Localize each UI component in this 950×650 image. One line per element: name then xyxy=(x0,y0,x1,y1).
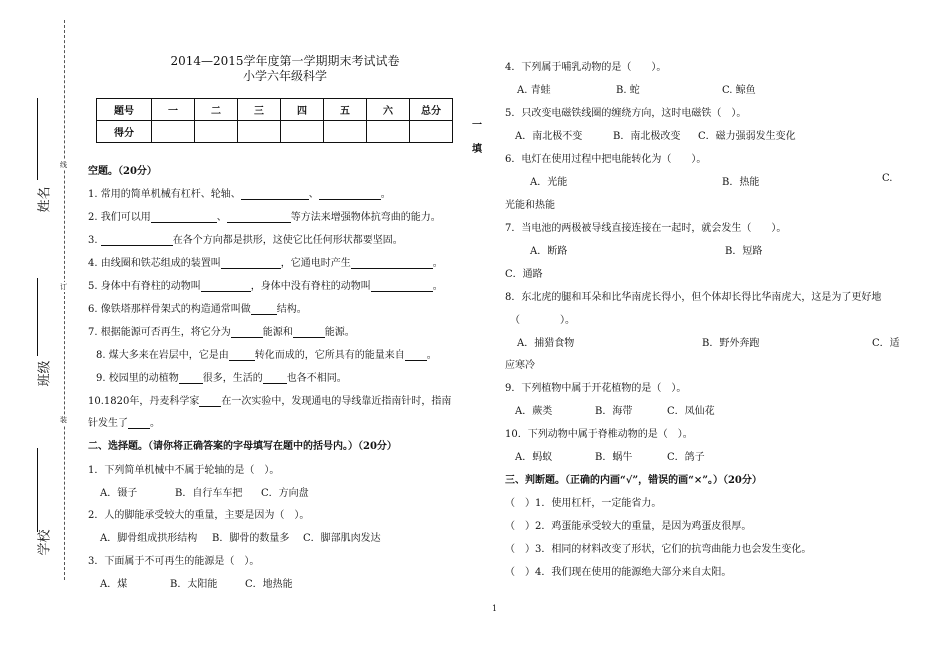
choice-q10-option-a[interactable]: A．蚂蚁 xyxy=(515,452,553,463)
score-table-score-row xyxy=(97,121,453,143)
choice-question-5: 5．只改变电磁铁线圈的缠绕方向，这时电磁铁（ ）。 xyxy=(505,108,747,119)
answer-blank[interactable] xyxy=(231,327,263,338)
fill-question-3: 3. 在各个方向都是拱形，这使它比任何形状都要坚固。 xyxy=(88,235,403,246)
choice-q2-option-b[interactable]: B．脚骨的数量多 xyxy=(212,533,290,544)
answer-blank[interactable] xyxy=(371,281,433,292)
score-cell: 三 xyxy=(238,99,281,121)
judge-question-2[interactable]: （ ）2．鸡蛋能承受较大的重量，是因为鸡蛋皮很厚。 xyxy=(505,521,752,532)
score-cell: 六 xyxy=(367,99,410,121)
score-cell[interactable] xyxy=(195,121,238,143)
answer-blank[interactable] xyxy=(179,373,203,384)
choice-q8-option-a[interactable]: A．捕猎食物 xyxy=(517,338,575,349)
choice-question-2: 2．人的脚能承受较大的重量，主要是因为（ ）。 xyxy=(88,510,310,521)
choice-q8-paren: （ ）。 xyxy=(510,315,575,326)
choice-q8-option-c-cont[interactable]: 应寒冷 xyxy=(505,360,535,371)
class-underline xyxy=(37,278,38,356)
score-cell: 五 xyxy=(324,99,367,121)
score-cell: 总分 xyxy=(410,99,453,121)
name-label: 姓名 xyxy=(37,186,53,213)
choice-q10-option-c[interactable]: C．鸽子 xyxy=(667,452,705,463)
choice-q5-option-a[interactable]: A．南北极不变 xyxy=(515,131,583,142)
exam-subtitle: 小学六年级科学 xyxy=(242,69,327,83)
choice-question-3: 3．下面属于不可再生的能源是（ ）。 xyxy=(88,556,260,567)
choice-q1-option-a[interactable]: A．镊子 xyxy=(100,488,138,499)
answer-blank[interactable] xyxy=(201,281,251,292)
answer-blank[interactable] xyxy=(251,304,277,315)
choice-q6-option-b[interactable]: B．热能 xyxy=(722,177,760,188)
choice-q9-option-b[interactable]: B．海带 xyxy=(595,406,633,417)
seam-char-line: 线 xyxy=(60,161,67,169)
choice-question-6: 6．电灯在使用过程中把电能转化为（ ）。 xyxy=(505,154,707,165)
binding-dashed-line xyxy=(64,20,65,580)
choice-question-10: 10．下列动物中属于脊椎动物的是（ ）。 xyxy=(505,429,693,440)
fill-question-2: 2. 我们可以用 、 等方法来增强物体抗弯曲的能力。 xyxy=(88,212,441,223)
choice-q10-option-b[interactable]: B．蜗牛 xyxy=(595,452,633,463)
fill-question-6: 6. 像铁塔那样骨架式的构造通常叫做 结构。 xyxy=(88,304,307,315)
answer-blank[interactable] xyxy=(293,327,325,338)
score-cell: 得分 xyxy=(97,121,152,143)
judge-question-1[interactable]: （ ）1．使用杠杆，一定能省力。 xyxy=(505,498,662,509)
choice-q6-option-a[interactable]: A．光能 xyxy=(530,177,568,188)
fill-question-7: 7. 根据能源可否再生，将它分为 能源和 能源。 xyxy=(88,327,355,338)
choice-q5-option-b[interactable]: B．南北极改变 xyxy=(613,131,681,142)
choice-q1-option-c[interactable]: C．方向盘 xyxy=(261,488,309,499)
answer-blank[interactable] xyxy=(229,350,255,361)
seam-char-bind: 订 xyxy=(60,283,67,291)
fill-question-1: 1. 常用的简单机械有杠杆、轮轴、 、 。 xyxy=(88,189,391,200)
answer-blank[interactable] xyxy=(151,212,217,223)
choice-q4-option-b[interactable]: B. 蛇 xyxy=(616,85,640,96)
answer-blank[interactable] xyxy=(101,235,173,246)
answer-blank[interactable] xyxy=(128,418,150,429)
score-cell[interactable] xyxy=(281,121,324,143)
page-number: 1 xyxy=(492,604,498,613)
exam-title: 2014—2015学年度第一学期期末考试试卷 xyxy=(170,54,400,68)
choice-q5-option-c[interactable]: C．磁力强弱发生变化 xyxy=(698,131,796,142)
section3-title: 三、判断题。（正确的内画“√”，错误的画“×”。）（20分） xyxy=(505,475,762,486)
choice-q3-option-b[interactable]: B．太阳能 xyxy=(170,579,218,590)
choice-q1-option-b[interactable]: B．自行车车把 xyxy=(175,488,243,499)
answer-blank[interactable] xyxy=(405,350,427,361)
choice-q7-option-b[interactable]: B．短路 xyxy=(725,246,763,257)
answer-blank[interactable] xyxy=(241,189,309,200)
choice-q3-option-a[interactable]: A．煤 xyxy=(100,579,128,590)
answer-blank[interactable] xyxy=(351,258,433,269)
score-cell[interactable] xyxy=(410,121,453,143)
school-underline xyxy=(37,448,38,532)
answer-blank[interactable] xyxy=(227,212,291,223)
score-cell[interactable] xyxy=(324,121,367,143)
score-cell: 二 xyxy=(195,99,238,121)
judge-question-4[interactable]: （ ）4．我们现在使用的能源绝大部分来自太阳。 xyxy=(505,567,732,578)
choice-q8-option-b[interactable]: B．野外奔跑 xyxy=(702,338,760,349)
school-label: 学校 xyxy=(37,529,53,556)
class-label: 班级 xyxy=(37,360,53,387)
fill-question-4: 4. 由线圈和铁芯组成的装置叫 ，它通电时产生 。 xyxy=(88,258,443,269)
choice-q6-option-c-cont[interactable]: 光能和热能 xyxy=(505,200,555,211)
fill-question-10-cont: 针发生了 。 xyxy=(88,418,160,429)
choice-question-1: 1．下列简单机械中不属于轮轴的是（ ）。 xyxy=(88,465,280,476)
judge-question-3[interactable]: （ ）3．相同的材料改变了形状，它们的抗弯曲能力也会发生变化。 xyxy=(505,544,812,555)
answer-blank[interactable] xyxy=(199,396,221,407)
choice-q4-option-a[interactable]: A. 青蛙 xyxy=(517,85,551,96)
section1-prefix-one: 一 xyxy=(472,120,482,131)
choice-question-8: 8．东北虎的腿和耳朵和比华南虎长得小，但个体却长得比华南虎大，这是为了更好地 xyxy=(505,292,882,303)
choice-q4-option-c[interactable]: C. 鲸鱼 xyxy=(722,85,756,96)
score-cell: 题号 xyxy=(97,99,152,121)
score-cell: 四 xyxy=(281,99,324,121)
fill-question-9: 9. 校园里的动植物 很多，生活的 也各不相同。 xyxy=(96,373,347,384)
score-cell: 一 xyxy=(152,99,195,121)
fill-question-10: 10.1820年，丹麦科学家 在一次实验中，发现通电的导线靠近指南针时，指南 xyxy=(88,396,452,407)
score-cell[interactable] xyxy=(238,121,281,143)
choice-q3-option-c[interactable]: C．地热能 xyxy=(245,579,293,590)
score-table-header-row xyxy=(97,99,453,121)
answer-blank[interactable] xyxy=(263,373,287,384)
score-table xyxy=(96,98,453,143)
choice-question-9: 9．下列植物中属于开花植物的是（ ）。 xyxy=(505,383,687,394)
choice-q2-option-c[interactable]: C．脚部肌肉发达 xyxy=(303,533,381,544)
answer-blank[interactable] xyxy=(221,258,281,269)
fill-question-5: 5. 身体中有脊柱的动物叫 ，身体中没有脊柱的动物叫 。 xyxy=(88,281,443,292)
choice-question-4: 4．下列属于哺乳动物的是（ ）。 xyxy=(505,62,667,73)
choice-q9-option-c[interactable]: C．凤仙花 xyxy=(667,406,715,417)
section2-title: 二、选择题。（请你将正确答案的字母填写在题中的括号内。）（20分） xyxy=(88,441,397,452)
choice-q9-option-a[interactable]: A．蕨类 xyxy=(515,406,553,417)
choice-q7-option-c[interactable]: C．通路 xyxy=(505,269,543,280)
answer-blank[interactable] xyxy=(319,189,381,200)
section1-prefix-fill: 填 xyxy=(472,144,482,155)
choice-q6-option-c[interactable]: C. xyxy=(882,173,893,184)
score-cell[interactable] xyxy=(152,121,195,143)
choice-question-7: 7．当电池的两极被导线直接连接在一起时，就会发生（ ）。 xyxy=(505,223,787,234)
choice-q7-option-a[interactable]: A．断路 xyxy=(530,246,568,257)
seam-char-pack: 装 xyxy=(60,416,67,424)
score-cell[interactable] xyxy=(367,121,410,143)
choice-q8-option-c[interactable]: C．适 xyxy=(872,338,900,349)
choice-q2-option-a[interactable]: A．脚骨组成拱形结构 xyxy=(100,533,198,544)
fill-question-8: 8. 煤大多来在岩层中，它是由 转化而成的，它所具有的能量来自 。 xyxy=(96,350,437,361)
section1-title: 空题。（20分） xyxy=(88,166,157,177)
name-underline xyxy=(37,98,38,180)
